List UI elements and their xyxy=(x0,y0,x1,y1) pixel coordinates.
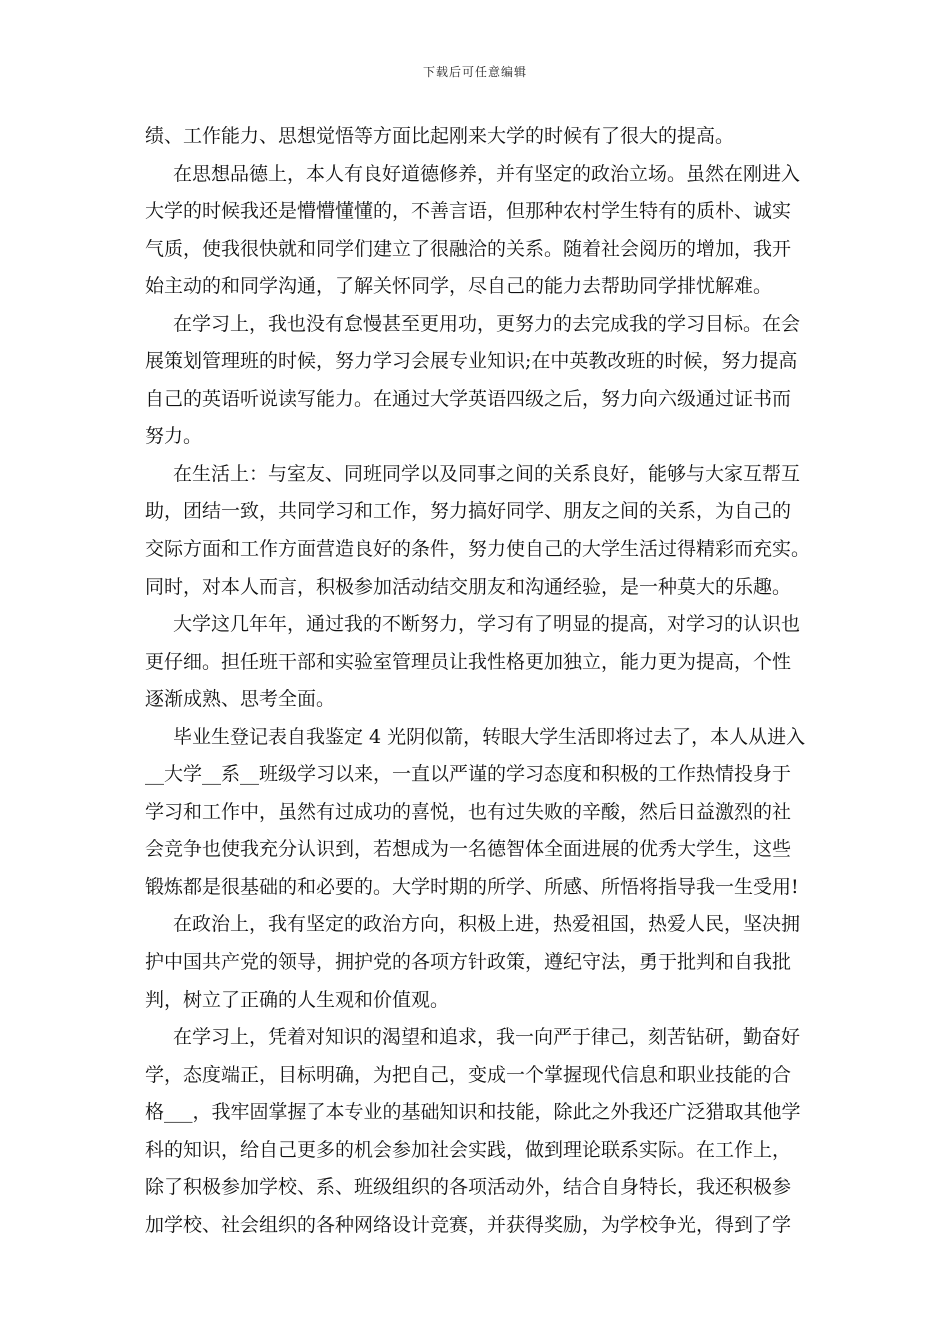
text-line: 努力。 xyxy=(145,425,203,448)
document-body xyxy=(145,118,815,1244)
text-line: 大学这几年年，通过我的不断努力，学习有了明显的提高，对学习的认识也 xyxy=(173,613,801,636)
text-line: 在学习上，我也没有怠慢甚至更用功，更努力的去完成我的学习目标。在会 xyxy=(173,312,801,335)
text-line: __大学__系__班级学习以来，一直以严谨的学习态度和积极的工作热情投身于 xyxy=(145,763,792,786)
text-line: 更仔细。担任班干部和实验室管理员让我性格更加独立，能力更为提高，个性 xyxy=(145,650,792,673)
text-line: 逐渐成熟、思考全面。 xyxy=(145,688,336,711)
text-line: 助，团结一致，共同学习和工作，努力搞好同学、朋友之间的关系，为自己的 xyxy=(145,500,792,523)
text-line: 加学校、社会组织的各种网络设计竞赛，并获得奖励，为学校争光，得到了学 xyxy=(145,1213,792,1236)
text-line: 在政治上，我有坚定的政治方向，积极上进，热爱祖国，热爱人民，坚决拥 xyxy=(173,913,801,936)
text-line: 展策划管理班的时候，努力学习会展专业知识;在中英教改班的时候，努力提高 xyxy=(145,350,798,373)
text-line: 绩、工作能力、思想觉悟等方面比起刚来大学的时候有了很大的提高。 xyxy=(145,125,735,147)
text-line: 交际方面和工作方面营造良好的条件，努力使自己的大学生活过得精彩而充实。 xyxy=(145,538,811,561)
text-line: 学习和工作中，虽然有过成功的喜悦，也有过失败的辛酸，然后日益激烈的社 xyxy=(145,800,792,823)
text-line: 学，态度端正，目标明确，为把自己，变成一个掌握现代信息和职业技能的合 xyxy=(145,1063,792,1086)
text-line: 毕业生登记表自我鉴定 4 光阴似箭，转眼大学生活即将过去了，本人从进入 xyxy=(173,725,806,748)
text-line: 锻炼都是很基础的和必要的。大学时期的所学、所感、所悟将指导我一生受用! xyxy=(145,875,799,898)
text-line: 会竞争也使我充分认识到，若想成为一名德智体全面进展的优秀大学生，这些 xyxy=(145,838,792,861)
text-line: 科的知识，给自己更多的机会参加社会实践，做到理论联系实际。在工作上， xyxy=(145,1138,792,1161)
text-line: 始主动的和同学沟通，了解关怀同学，尽自己的能力去帮助同学排忧解难。 xyxy=(145,275,773,298)
text-line: 除了积极参加学校、系、班级组织的各项活动外，结合自身特长，我还积极参 xyxy=(145,1176,792,1199)
text-line: 在学习上，凭着对知识的渴望和追求，我一向严于律己，刻苦钻研，勤奋好 xyxy=(173,1026,801,1049)
text-line: 大学的时候我还是懵懵懂懂的，不善言语，但那种农村学生特有的质朴、诚实 xyxy=(145,200,792,223)
text-line: 格___，我牢固掌握了本专业的基础知识和技能，除此之外我还广泛猎取其他学 xyxy=(145,1101,801,1124)
text-line: 判，树立了正确的人生观和价值观。 xyxy=(145,988,450,1011)
page-header: 下载后可任意编辑 xyxy=(422,65,527,79)
text-line: 在生活上：与室友、同班同学以及同事之间的关系良好，能够与大家互帮互 xyxy=(173,462,801,485)
text-line: 气质，使我很快就和同学们建立了很融洽的关系。随着社会阅历的增加，我开 xyxy=(145,237,792,260)
text-line: 护中国共产党的领导，拥护党的各项方针政策，遵纪守法，勇于批判和自我批 xyxy=(145,951,792,974)
text-line: 同时，对本人而言，积极参加活动结交朋友和沟通经验，是一种莫大的乐趣。 xyxy=(145,575,792,598)
text-line: 在思想品德上，本人有良好道德修养，并有坚定的政治立场。虽然在刚进入 xyxy=(173,162,801,185)
text-line: 自己的英语听说读写能力。在通过大学英语四级之后，努力向六级通过证书而 xyxy=(145,387,792,410)
